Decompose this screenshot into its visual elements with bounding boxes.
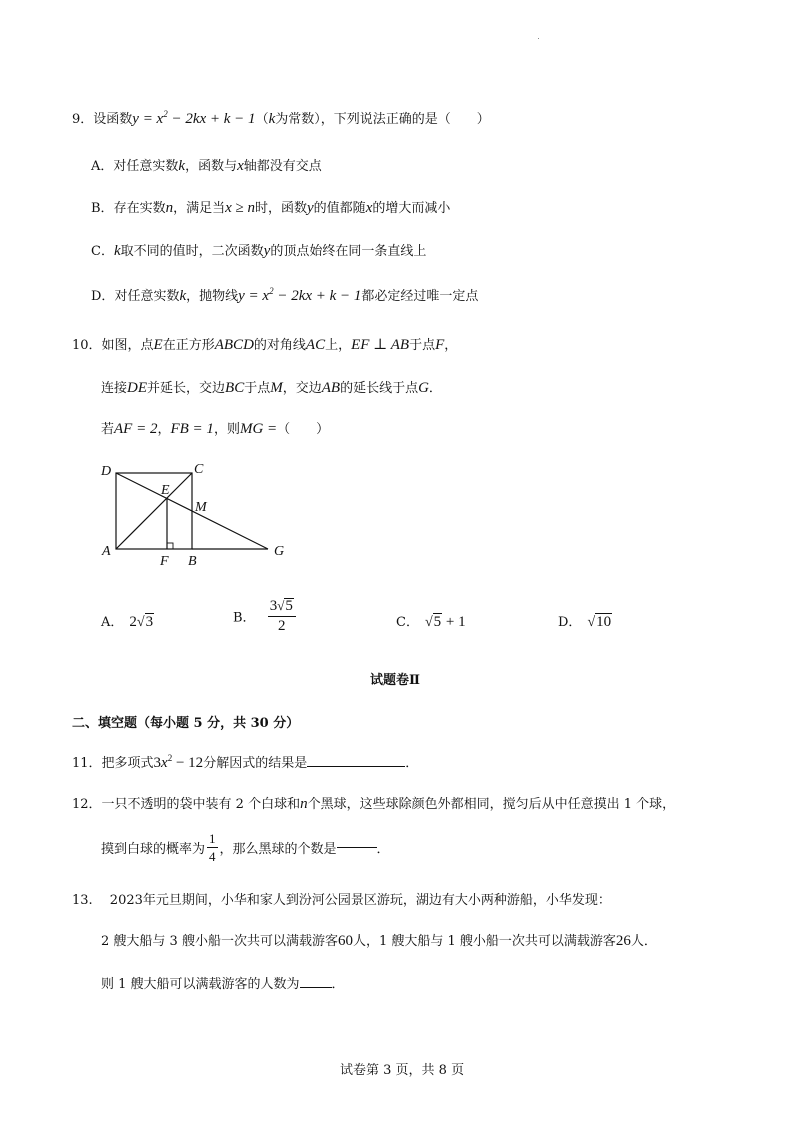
q9-stem: 9．设函数$y = x^2 - 2kx + k - 1(k$为常数），下列说法正确的是（ ） [72,109,490,127]
q10-line1: 10．如图，点E在正方形ABCD的对角线AC上，EF ⊥ AB于点F， [72,337,458,353]
q10-option-d: D． √10 [558,614,612,630]
label-d: D [101,464,112,479]
part2-title: 二、填空题（每小题 5 分，共 30 分） [72,716,300,731]
right-angle-marker [167,543,173,549]
q10-line3: 若AF = 2，FB = 1，则MG =（ ） [101,421,330,437]
page-footer: 试卷第 3 页，共 8 页 [340,1063,465,1078]
q12-answer-blank[interactable] [337,847,377,848]
q10-option-c: C． √5 + 1 [396,614,466,630]
section-title: 试题卷Ⅱ [370,673,420,688]
label-m: M [195,500,207,515]
q10-option-a: A． 2√3 [101,614,154,630]
q13-line1: 13. 2023年元旦期间，小华和家人到汾河公园景区游玩，湖边有大小两种游船，小华发现： [72,893,611,908]
q13-line2: 2 艘大船与 3 艘小船一次共可以满载游客60人，1 艘大船与 1 艘小船一次共可以满载游客26人． [101,933,657,949]
q9-option-d: D．对任意实数k，抛物线$y = x^2 - 2kx + k - 1$都必定经过唯一定点 [91,286,479,304]
q10-geometry-figure [96,455,296,570]
q13-line3: 则 1 艘大船可以满载游客的人数为 ． [101,977,345,992]
q13-answer-blank[interactable] [300,987,332,988]
label-c: C [194,462,204,477]
q11-answer-blank[interactable] [307,766,405,767]
q11: 11．把多项式$3x^2 - 12$分解因式的结果是 ． [72,753,419,771]
q9-option-a: A．对任意实数k，函数与x轴都没有交点 [91,158,322,174]
label-g: G [274,544,285,559]
label-f: F [160,554,169,569]
q9-option-c: C．k取不同的值时，二次函数y的顶点始终在同一条直线上 [91,243,427,259]
q10-line2: 连接DE并延长，交边BC于点M，交边AB的延长线于点G． [101,380,442,396]
diagonal-ac [116,473,192,549]
q9-option-b: B．存在实数n，满足当x ≥ n时，函数y的值都随x的增大而减小 [91,200,451,216]
label-a: A [102,544,111,559]
label-e: E [161,483,170,498]
page-speck [538,38,539,39]
q12-line2: 摸到白球的概率为 $\frac{1}{4}$ ，那么黑球的个数是 ． [101,831,390,864]
q12-line1: 12．一只不透明的袋中装有 2 个白球和n个黑球，这些球除颜色外都相同，搅匀后从中任意摸出 1 个球， [72,796,676,812]
label-b: B [188,554,197,569]
q10-option-b: B． $\frac{3√5}{2}$ [233,598,298,634]
